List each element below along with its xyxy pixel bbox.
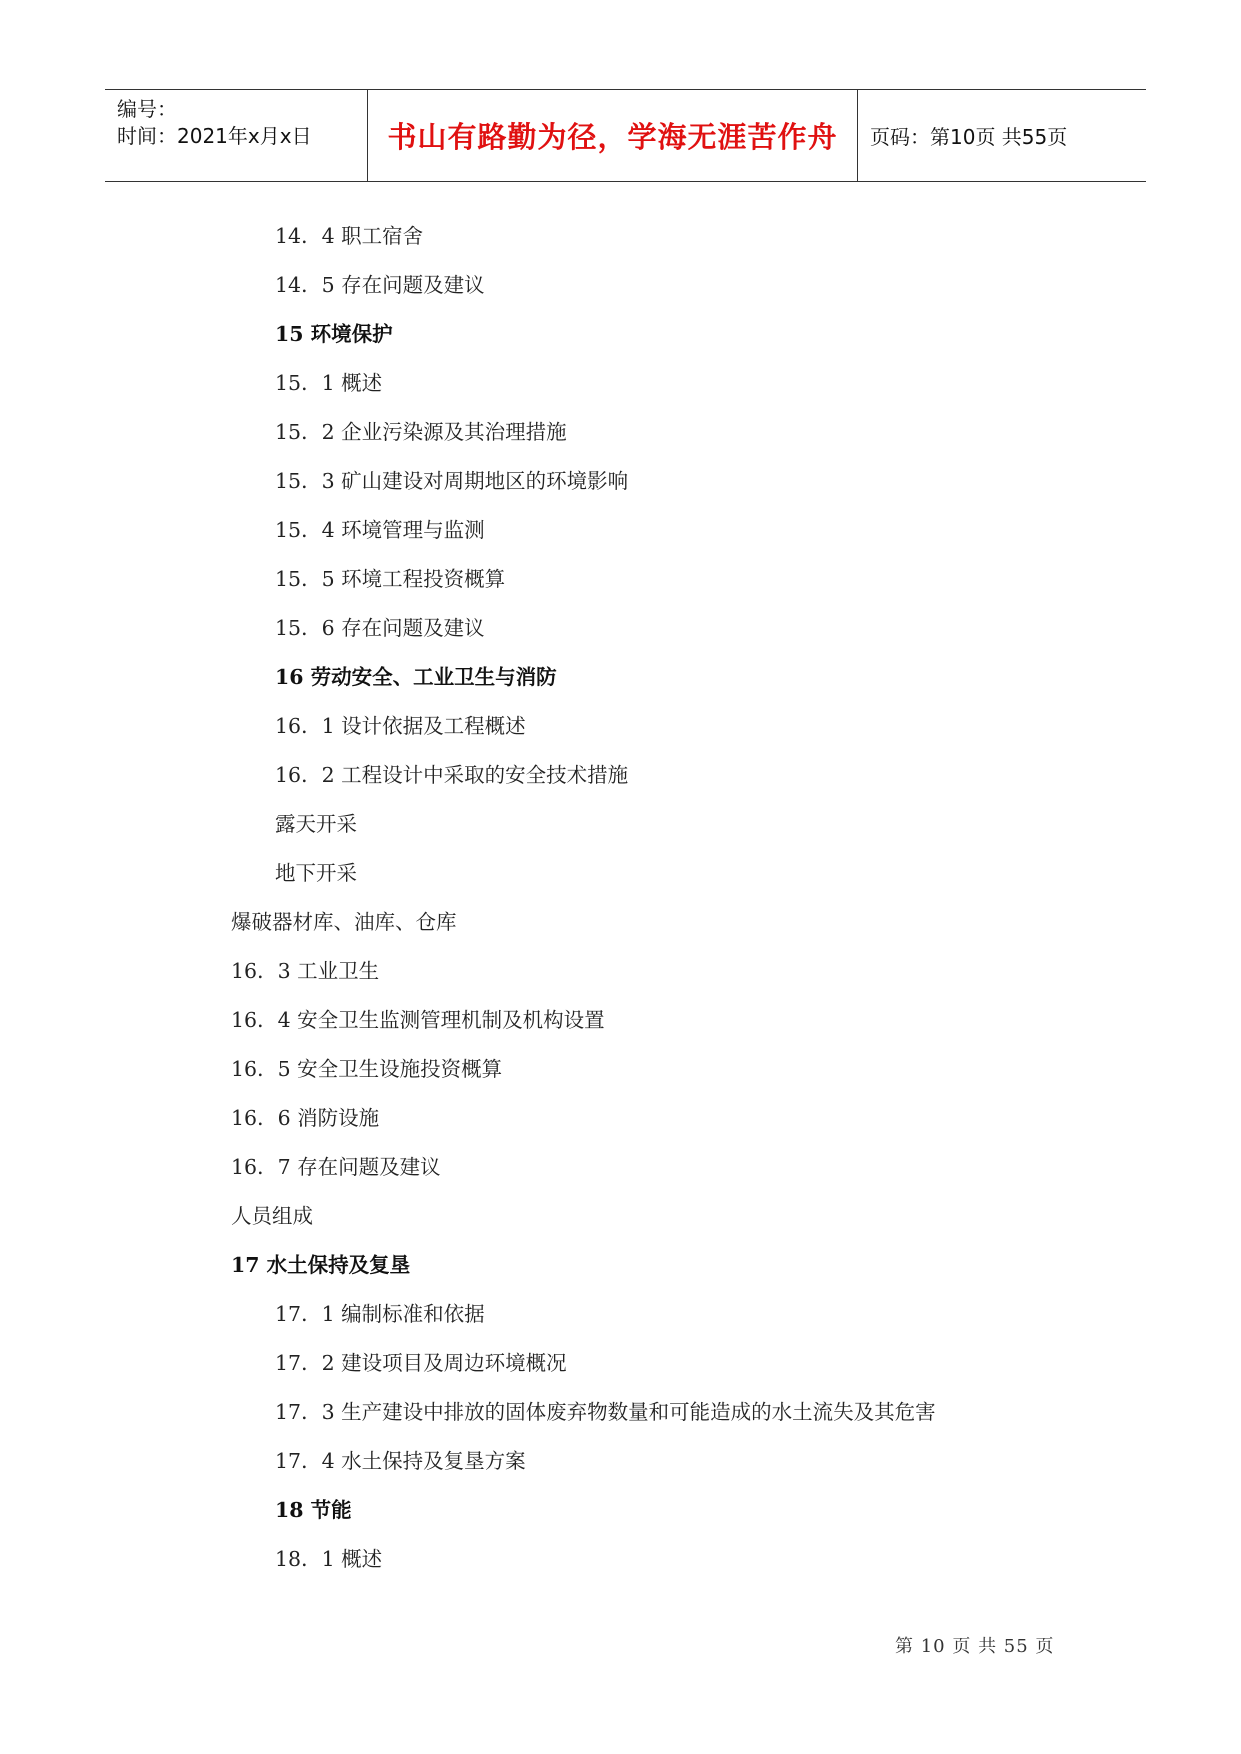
- toc-item: 人员组成: [231, 1204, 313, 1228]
- toc-item: 17．2 建设项目及周边环境概况: [275, 1351, 567, 1375]
- toc-item: 地下开采: [275, 861, 357, 885]
- toc-item: 15．1 概述: [275, 371, 383, 395]
- toc-item: 15．4 环境管理与监测: [275, 518, 485, 542]
- toc-item: 17．1 编制标准和依据: [275, 1302, 485, 1326]
- toc-item: 15．6 存在问题及建议: [275, 616, 485, 640]
- toc-item: 16．7 存在问题及建议: [231, 1155, 441, 1179]
- toc-item: 16．2 工程设计中采取的安全技术措施: [275, 763, 629, 787]
- toc-item: 16．1 设计依据及工程概述: [275, 714, 526, 738]
- toc-section-heading: 18 节能: [275, 1498, 352, 1522]
- toc-section-heading: 15 环境保护: [275, 322, 393, 346]
- toc-item: 16．4 安全卫生监测管理机制及机构设置: [231, 1008, 605, 1032]
- toc-item: 15．5 环境工程投资概算: [275, 567, 506, 591]
- toc-item: 18．1 概述: [275, 1547, 383, 1571]
- toc-item: 14．4 职工宿舍: [275, 224, 424, 248]
- toc-item: 17．3 生产建设中排放的固体废弃物数量和可能造成的水土流失及其危害: [275, 1400, 936, 1424]
- document-time-label: 时间：2021年x月x日: [117, 124, 312, 148]
- toc-item: 16．3 工业卫生: [231, 959, 380, 983]
- toc-item: 露天开采: [275, 812, 357, 836]
- page-footer: 第 10 页 共 55 页: [895, 1636, 1055, 1657]
- header-motto-cell: [368, 90, 858, 181]
- toc-item: 14．5 存在问题及建议: [275, 273, 485, 297]
- toc-section-heading: 17 水土保持及复垦: [231, 1253, 411, 1277]
- toc-item: 17．4 水土保持及复垦方案: [275, 1449, 526, 1473]
- header-meta-cell: [105, 90, 368, 181]
- toc-item: 15．2 企业污染源及其治理措施: [275, 420, 567, 444]
- header-page-number: 页码：第10页 共55页: [870, 125, 1068, 149]
- header-page-cell: [858, 90, 1146, 181]
- toc-item: 16．6 消防设施: [231, 1106, 380, 1130]
- header-motto: 书山有路勤为径，学海无涯苦作舟: [387, 120, 838, 154]
- toc-item: 15．3 矿山建设对周期地区的环境影响: [275, 469, 629, 493]
- toc-item: 16．5 安全卫生设施投资概算: [231, 1057, 503, 1081]
- document-number-label: 编号：: [117, 97, 177, 121]
- page-header: [105, 89, 1146, 182]
- toc-item: 爆破器材库、油库、仓库: [231, 910, 457, 934]
- toc-section-heading: 16 劳动安全、工业卫生与消防: [275, 665, 557, 689]
